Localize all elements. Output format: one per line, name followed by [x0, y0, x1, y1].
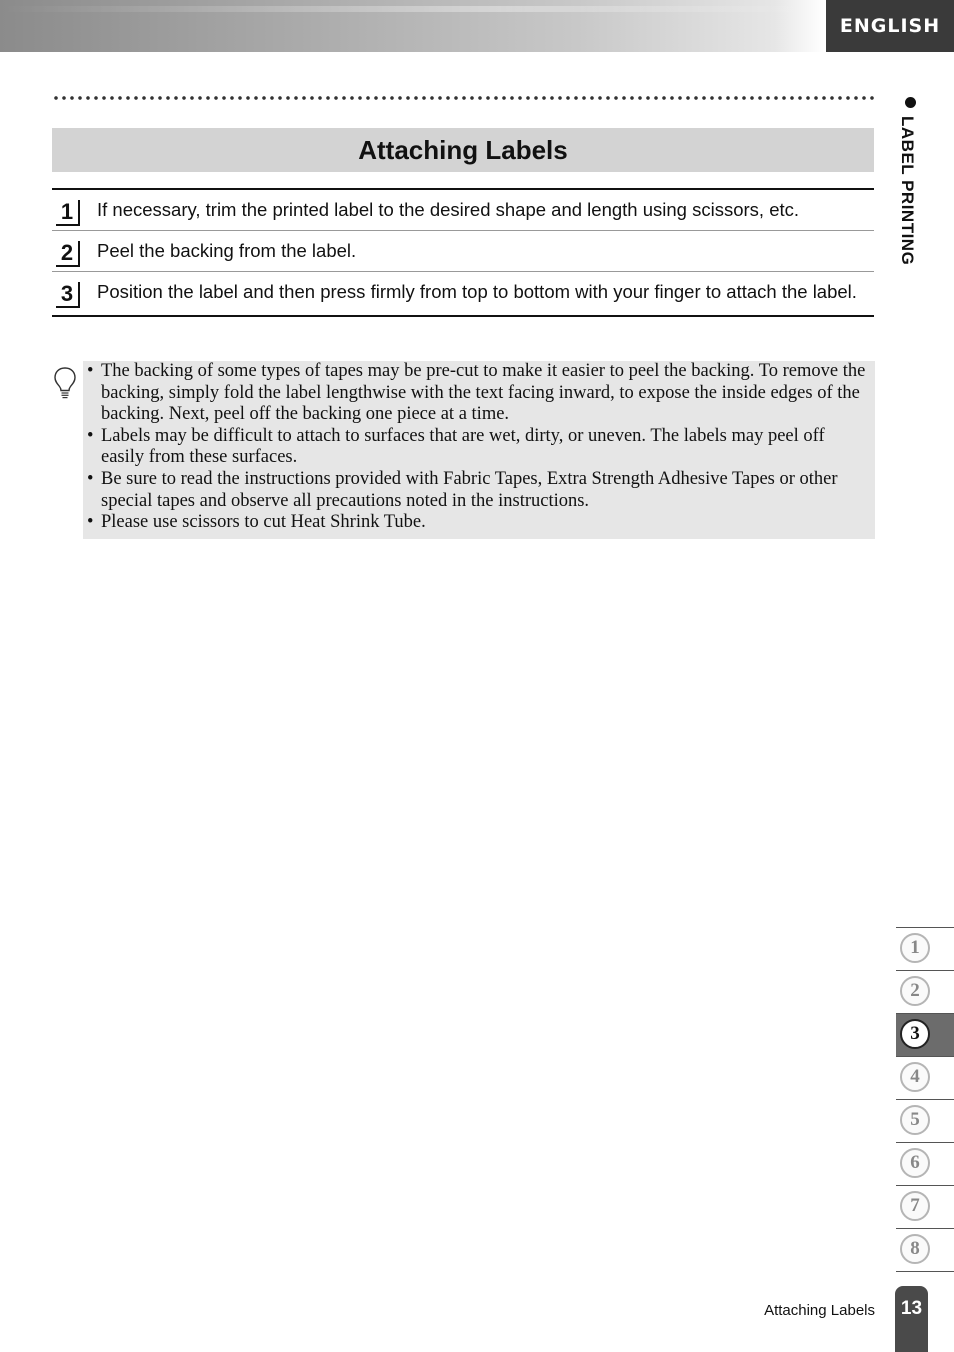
step-text: Position the label and then press firmly from top to bottom with your finger to attach the label.	[97, 281, 857, 302]
chapter-number: 4	[900, 1062, 930, 1092]
chapter-number: 7	[900, 1191, 930, 1221]
step-item	[52, 272, 874, 315]
chapter-tab[interactable]	[896, 971, 954, 1014]
step-item	[52, 231, 874, 272]
step-text: If necessary, trim the printed label to the desired shape and length using scissors, etc.	[97, 199, 800, 220]
chapter-tab[interactable]	[896, 928, 954, 971]
lightbulb-icon	[53, 366, 77, 400]
step-text: Peel the backing from the label.	[97, 240, 357, 261]
step-number: 1	[56, 200, 80, 226]
chapter-tab[interactable]	[896, 1057, 954, 1100]
side-section-label: LABEL PRINTING	[898, 116, 917, 266]
chapter-number: 3	[900, 1019, 930, 1049]
chapter-number: 1	[900, 933, 930, 963]
chapter-tabs	[896, 927, 954, 1272]
language-tab: ENGLISH	[826, 0, 954, 52]
chapter-tab[interactable]	[896, 1143, 954, 1186]
chapter-number: 8	[900, 1234, 930, 1264]
step-number: 3	[56, 282, 80, 308]
note-item: • The backing of some types of tapes may be pre-cut to make it easier to peel the backing. To remove the backing, simply fold the label lengthwise with the text facing inward, to expose the inside edges of the backing. Next, peel off the backing one piece at a time.	[87, 361, 871, 426]
note-item: • Please use scissors to cut Heat Shrink Tube.	[87, 512, 871, 534]
section-title: Attaching Labels	[52, 128, 874, 172]
footer-title: Attaching Labels	[764, 1302, 875, 1319]
note-item: • Be sure to read the instructions provided with Fabric Tapes, Extra Strength Adhesive Tapes or other special tapes and observe all precautions noted in the instructions.	[87, 469, 871, 512]
dotted-divider	[52, 95, 876, 101]
note-box	[83, 361, 875, 539]
chapter-tab[interactable]	[896, 1014, 954, 1057]
chapter-number: 6	[900, 1148, 930, 1178]
step-item	[52, 190, 874, 231]
chapter-number: 5	[900, 1105, 930, 1135]
bullet-icon	[905, 97, 916, 108]
header-banner	[0, 0, 824, 52]
chapter-number: 2	[900, 976, 930, 1006]
chapter-tab[interactable]	[896, 1100, 954, 1143]
step-number: 2	[56, 241, 80, 267]
steps-list	[52, 188, 874, 317]
chapter-tab[interactable]	[896, 1186, 954, 1229]
page-number: 13	[895, 1286, 928, 1352]
chapter-tab[interactable]	[896, 1229, 954, 1272]
note-item: • Labels may be difficult to attach to surfaces that are wet, dirty, or uneven. The labels may peel off easily from these surfaces.	[87, 426, 871, 469]
